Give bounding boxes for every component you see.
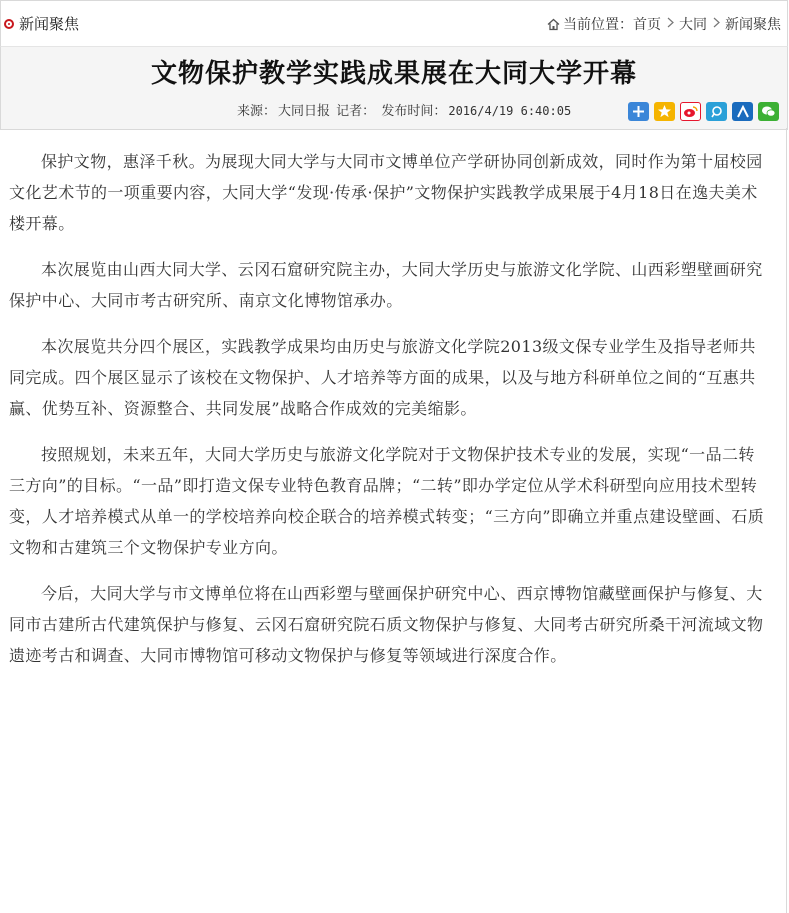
article-paragraph: 保护文物，惠泽千秋。为展现大同大学与大同市文博单位产学研协同创新成效，同时作为第十届校园文化艺术节的一项重要内容，大同大学“发现·传承·保护”文物保护实践教学成果展于4月18日在逸夫美术楼开幕。 xyxy=(9,152,763,233)
source-label: 来源： xyxy=(237,104,277,119)
section-title: 新闻聚焦 xyxy=(19,15,80,33)
publish-time: 2016/4/19 6:40:05 xyxy=(448,104,572,118)
share-more-icon[interactable] xyxy=(628,102,649,121)
breadcrumb-datong-link[interactable]: 大同 xyxy=(679,17,707,33)
chevron-right-icon xyxy=(710,17,722,32)
source-value: 大同日报 xyxy=(278,104,331,119)
article-meta xyxy=(237,101,573,122)
home-icon xyxy=(547,18,560,31)
article-paragraph: 本次展览由山西大同大学、云冈石窟研究院主办，大同大学历史与旅游文化学院、山西彩塑壁画研究保护中心、大同市考古研究所、南京文化博物馆承办。 xyxy=(9,260,763,310)
top-bar xyxy=(0,0,788,46)
breadcrumb-prefix: 当前位置： xyxy=(563,17,633,33)
section-header xyxy=(1,13,79,35)
content-border xyxy=(786,128,787,913)
article-header xyxy=(0,46,788,130)
share-tencent-weibo-icon[interactable] xyxy=(706,102,727,121)
article-paragraph: 今后，大同大学与市文博单位将在山西彩塑与壁画保护研究中心、西京博物馆藏壁画保护与修复、大同市古建所古代建筑保护与修复、云冈石窟研究院石质文物保护与修复、大同考古研究所桑干河流域文物遗迹考古和调查、大同市博物馆可移动文物保护与修复等领域进行深度合作。 xyxy=(9,584,764,665)
article-title: 文物保护教学实践成果展在大同大学开幕 xyxy=(150,59,637,89)
share-renren-icon[interactable] xyxy=(732,102,753,121)
share-qzone-icon[interactable] xyxy=(654,102,675,121)
chevron-right-icon xyxy=(664,17,676,32)
publish-label: 发布时间： xyxy=(381,104,447,119)
share-toolbar xyxy=(628,102,779,121)
reporter-label: 记者： xyxy=(336,104,376,119)
breadcrumb-news-link[interactable]: 新闻聚焦 xyxy=(725,17,781,33)
article-paragraph: 本次展览共分四个展区，实践教学成果均由历史与旅游文化学院2013级文保专业学生及指导老师共同完成。四个展区显示了该校在文物保护、人才培养等方面的成果，以及与地方科研单位之间的“互惠共赢、优势互补、资源整合、共同发展”战略合作成效的完美缩影。 xyxy=(9,337,756,418)
section-bullet-icon xyxy=(4,19,14,29)
share-wechat-icon[interactable] xyxy=(758,102,779,121)
article-body xyxy=(9,146,767,686)
article-paragraph: 按照规划，未来五年，大同大学历史与旅游文化学院对于文物保护技术专业的发展，实现“一品二转三方向”的目标。“一品”即打造文保专业特色教育品牌；“二转”即办学定位从学术科研型向应用技术型转变，人才培养模式从单一的学校培养向校企联合的培养模式转变；“三方向”即确立并重点建设壁画、石质文物和古建筑三个文物保护专业方向。 xyxy=(9,445,765,557)
breadcrumb xyxy=(547,13,781,35)
breadcrumb-home-link[interactable]: 首页 xyxy=(633,17,661,33)
share-weibo-icon[interactable] xyxy=(680,102,701,121)
